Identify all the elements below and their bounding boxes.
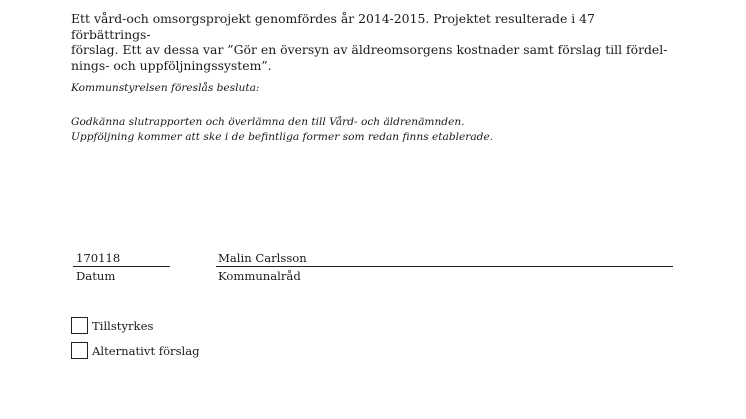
date-signature-line bbox=[73, 266, 170, 267]
date-value: 170118 bbox=[76, 251, 121, 265]
paragraph-line-3: nings- och uppföljningssystem”. bbox=[71, 57, 272, 73]
option-tillstyrkes[interactable] bbox=[71, 317, 153, 334]
paragraph-line-2: förslag. Ett av dessa var ”Gör en översyn av äldreomsorgens kostnader samt förslag till fördel- bbox=[71, 42, 668, 57]
date-label: Datum bbox=[76, 269, 116, 283]
checkbox-tillstyrkes[interactable] bbox=[71, 317, 88, 334]
decision-line-2: Uppföljning kommer att ske i de befintliga former som redan finns etablerade. bbox=[71, 131, 494, 143]
option-label: Tillstyrkes bbox=[92, 318, 154, 333]
option-alternativt-forslag[interactable] bbox=[71, 342, 200, 359]
name-signature-line bbox=[216, 266, 673, 267]
signer-title: Kommunalråd bbox=[218, 269, 301, 283]
paragraph-line-1: Ett vård-och omsorgsprojekt genomfördes år 2014-2015. Projektet resulterade i 47 förbättrings- bbox=[71, 11, 595, 42]
body-paragraph bbox=[71, 11, 671, 73]
option-label: Alternativt förslag bbox=[92, 343, 200, 358]
decision-heading: Kommunstyrelsen föreslås besluta: bbox=[71, 82, 260, 94]
decision-line-1: Godkänna slutrapporten och överlämna den till Vård- och äldrenämnden. bbox=[71, 116, 465, 128]
checkbox-alternativt-forslag[interactable] bbox=[71, 342, 88, 359]
signer-name: Malin Carlsson bbox=[218, 251, 307, 265]
